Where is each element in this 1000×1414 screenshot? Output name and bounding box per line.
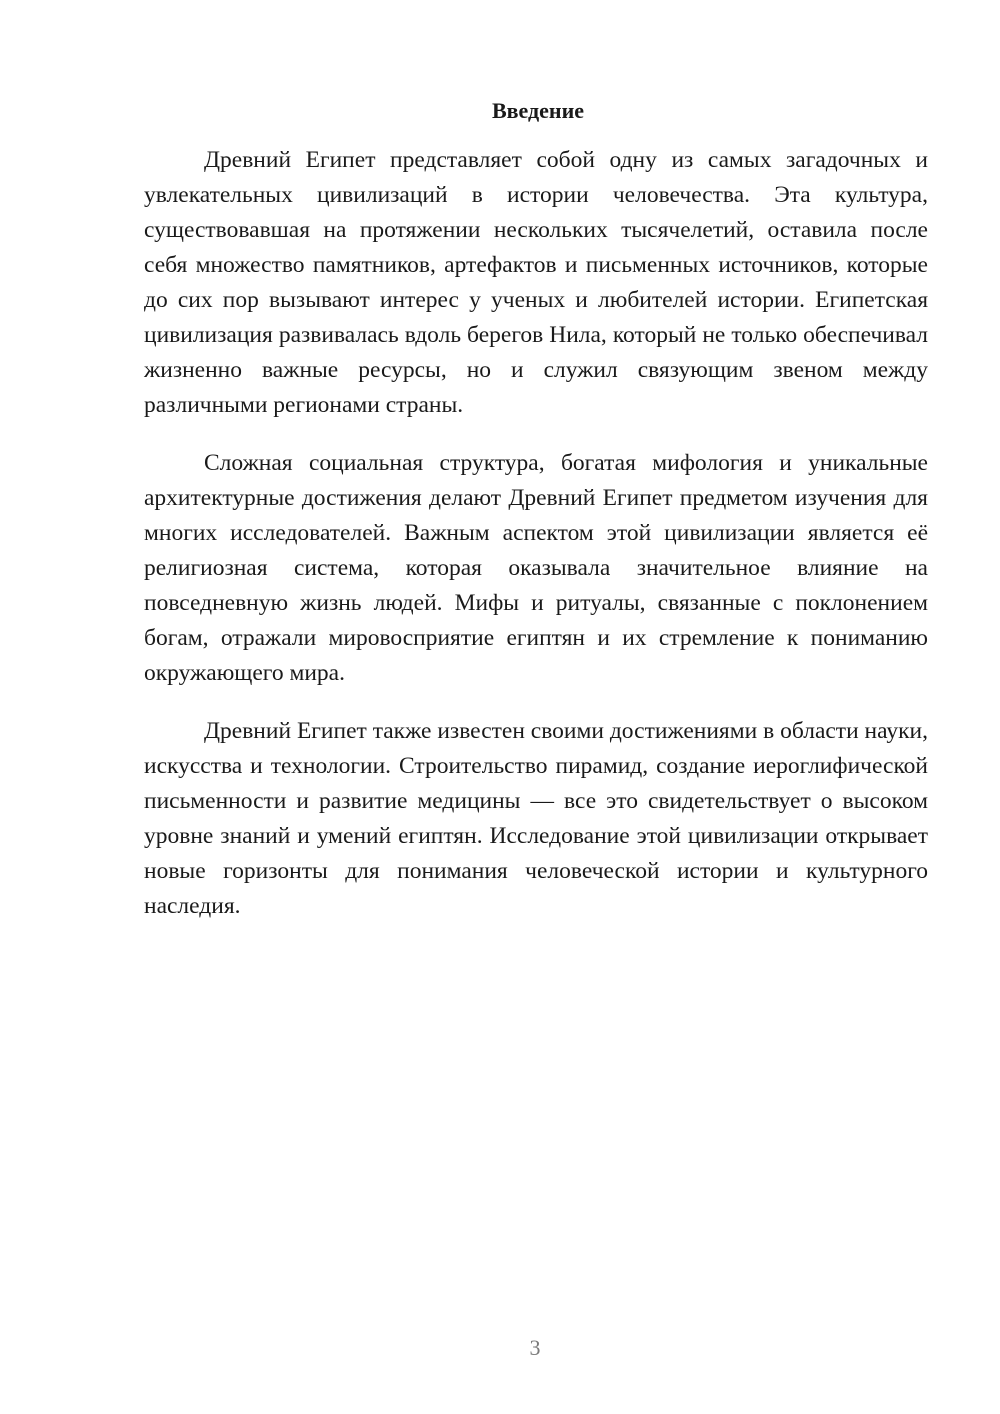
page-content [144, 96, 928, 947]
section-heading: Введение [491, 98, 585, 123]
paragraph-2: Сложная социальная структура, богатая мифология и уникальные архитектурные достижения делают Древний Египет предметом изучения для многих исследователей. Важным аспектом этой цивилизации является её религиозная система, которая оказывала значительное влияние на повседневную жизнь людей. Мифы и ритуалы, связанные с поклонением богам, отражали мировосприятие египтян и их стремление к пониманию окружающего мира. [144, 450, 928, 686]
page-number: 3 [529, 1335, 541, 1360]
paragraph-3: Древний Египет также известен своими достижениями в области науки, искусства и технологии. Строительство пирамид, создание иероглифической письменности и развитие медицины — все это свидетельствует о высоком уровне знаний и умений египтян. Исследование этой цивилизации открывает новые горизонты для понимания человеческой истории и культурного наследия. [144, 718, 928, 919]
paragraph-1: Древний Египет представляет собой одну из самых загадочных и увлекательных цивилизаций в истории человечества. Эта культура, существовавшая на протяжении нескольких тысячелетий, оставила после себя множество памятников, артефактов и письменных источников, которые до сих пор вызывают интерес у ученых и любителей истории. Египетская цивилизация развивалась вдоль берегов Нила, который не только обеспечивал жизненно важные ресурсы, но и служил связующим звеном между различными регионами страны. [144, 147, 928, 418]
